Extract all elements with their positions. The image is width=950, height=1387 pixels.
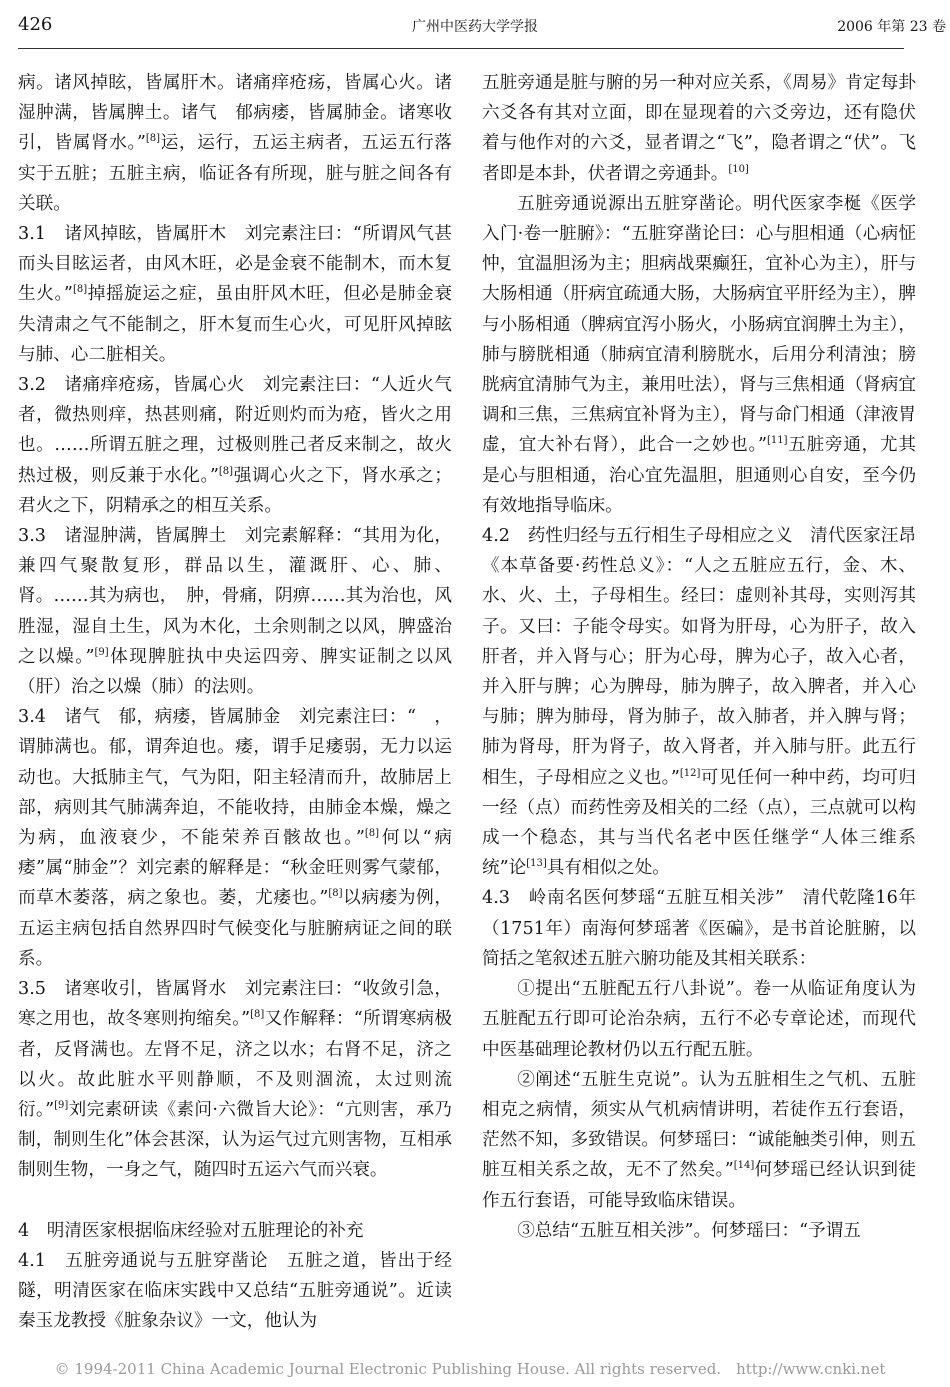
paragraph: 五脏旁通说源出五脏穿凿论。明代医家李梴《医学入门·卷一脏腑》：“五脏穿凿论曰：心与胆相通（心病怔忡，宜温胆汤为主；胆病战栗癫狂，宜补心为主），肝与大肠相通（肝病宜疏通大肠，大肠病宜平肝经为主），脾与小肠相通（脾病宜泻小肠火，小肠病宜润脾土为主），肺与膀胱相通（肺病宜清利膀胱水，后用分利清浊；膀胱病宜清肺气为主，兼用吐法），肾与三焦相通（肾病宜调和三焦，三焦病宜补肾为主），肾与命门相通（津液胃虚，宜大补右肾），此合一之妙也。”[11]五脏旁通，尤其是心与胆相通，治心宜先温胆，胆通则心自安，至今仍有效地指导临床。: [482, 193, 916, 516]
list-item: ③总结“五脏互相关涉”。何梦瑶曰：“予谓五: [517, 1220, 861, 1241]
section-3-4: 3.4 诸气 郁，病痿，皆属肺金 刘完素注曰：“ ，谓肺满也。郁，谓奔迫也。痿，谓手足痿弱，无力以运动也。大抵肺主气，气为阳，阳主轻清而升，故肺居上部，病则其气肺满奔迫，不能收持，由肺金本燥，燥之为病，血液衰少，不能荣养百骸故也。”[8]何以“病痿”属“肺金”？刘完素的解释是：“秋金旺则雾气蒙郁，而草木萎落，病之象也。萎，尤痿也。”[8]以病痿为例，五运主病包括自然界四时气候变化与脏腑病证之间的联系。: [18, 707, 452, 969]
section-4-3: 4.3 岭南名医何梦瑶“五脏互相关涉” 清代乾隆16年（1751年）南海何梦瑶著《医碥》，是书首论脏腑，以简括之笔叙述五脏六腑功能及其相关联系：: [482, 888, 916, 969]
list-item: ②阐述“五脏生克说”。认为五脏相生之气机、五脏相克之病情，须实从气机病情讲明，若徒作五行套语，茫然不知，多致错误。何梦瑶曰：“诚能触类引伸，则五脏互相关系之故，无不了然矣。”[14]何梦瑶已经认识到徒作五行套语，可能导致临床错误。: [482, 1069, 916, 1211]
list-item: ①提出“五脏配五行八卦说”。卷一从临证角度认为五脏配五行即可论治杂病，五行不必专章论述，而现代中医基础理论教材仍以五行配五脏。: [482, 979, 916, 1060]
section-3-3: 3.3 诸湿肿满，皆属脾土 刘完素解释：“其用为化，兼四气聚散复形，群品以生，灌溉肝、心、肺、肾。……其为病也， 肿，骨痛，阴痹……其为治也，风胜湿，湿自土生，风为木化，土余则制之以风，脾盛治之以燥。”[9]体现脾脏执中央运四旁、脾实证制之以风（肝）治之以燥（肺）的法则。: [18, 526, 452, 698]
issue-label: 2006 年第 23 卷: [837, 19, 946, 35]
section-4-2: 4.2 药性归经与五行相生子母相应之义 清代医家汪昂《本草备要·药性总义》：“人之五脏应五行，金、木、水、火、土，子母相生。经曰：虚则补其母，实则泻其子。又曰：子能令母实。如肾为肝母，心为肝子，故入肝者，并入肾与心；肝为心母，脾为心子，故入心者，并入肝与脾；心为脾母，肺为脾子，故入脾者，并入心与肺；脾为肺母，肾为肺子，故入肺者，并入脾与肾；肺为肾母，肝为肾子，故入肾者，并入肺与肝。此五行相生，子母相应之义也。”[12]可见任何一种中药，均可归一经（点）而药性旁及相关的二经（点），三点就可以构成一个稳态，其与当代名老中医任继学“人体三维系统”论[13]具有相似之处。: [482, 526, 916, 879]
paragraph: 病。诸风掉眩，皆属肝木。诸痛痒疮疡，皆属心火。诸湿肿满，皆属脾土。诸气 郁病痿，皆属肺金。诸寒收引，皆属肾水。”[8]运，运行，五运主病者，五运五行落实于五脏；五脏主病，临证各有所现，脏与脏之间各有关联。: [18, 73, 452, 214]
paragraph: 五脏旁通是脏与腑的另一种对应关系，《周易》肯定每卦六爻各有其对立面，即在显现着的六爻旁边，还有隐伏着与他作对的六爻，显者谓之“飞”，隐者谓之“伏”。飞者即是本卦，伏者谓之旁通卦。[10]: [482, 73, 916, 184]
section-3-1: 3.1 诸风掉眩，皆属肝木 刘完素注曰：“所谓风气甚而头目眩运者，由风木旺，必是金衰不能制木，而木复生火。”[8]掉摇旋运之症，虽由肝风木旺，但必是肺金衰失清肃之气不能制之，肝木复而生心火，可见肝风掉眩与肺、心二脏相关。: [18, 224, 452, 365]
section-3-5: 3.5 诸寒收引，皆属肾水 刘完素注曰：“收敛引急，寒之用也，故冬寒则拘缩矣。”[8]又作解释：“所谓寒病极者，反肾满也。左肾不足，济之以水；右肾不足，济之以火。故此脏水平则静顺，不及则涸流，太过则流衍。”[9]刘完素研读《素问·六微旨大论》：“亢则害，承乃制，制则生化”体会甚深，认为运气过亢则害物，互相承制则生物，一身之气，随四时五运六气而兴衰。: [18, 979, 452, 1181]
page-number: 426: [18, 14, 53, 35]
copyright-footer: © 1994-2011 China Academic Journal Electronic Publishing House. All rights reserved. http://www.cnki.net: [54, 1360, 886, 1378]
left-column: [18, 68, 452, 1336]
journal-title: 广州中医药大学学报: [412, 19, 538, 35]
right-column: [482, 68, 916, 1246]
section-3-2: 3.2 诸痛痒疮疡，皆属心火 刘完素注曰：“人近火气者，微热则痒，热甚则痛，附近则灼而为疮，皆火之用也。……所谓五脏之理，过极则胜己者反来制之，故火热过极，则反兼于水化。”[8]强调心火之下，肾水承之；君火之下，阴精承之的相互关系。: [18, 375, 452, 516]
section-4-heading: 4 明清医家根据临床经验对五脏理论的补充: [18, 1220, 364, 1241]
section-4-1: 4.1 五脏旁通说与五脏穿凿论 五脏之道，皆出于经隧，明清医家在临床实践中又总结“五脏旁通说”。近读秦玉龙教授《脏象杂议》一文，他认为: [18, 1250, 452, 1332]
